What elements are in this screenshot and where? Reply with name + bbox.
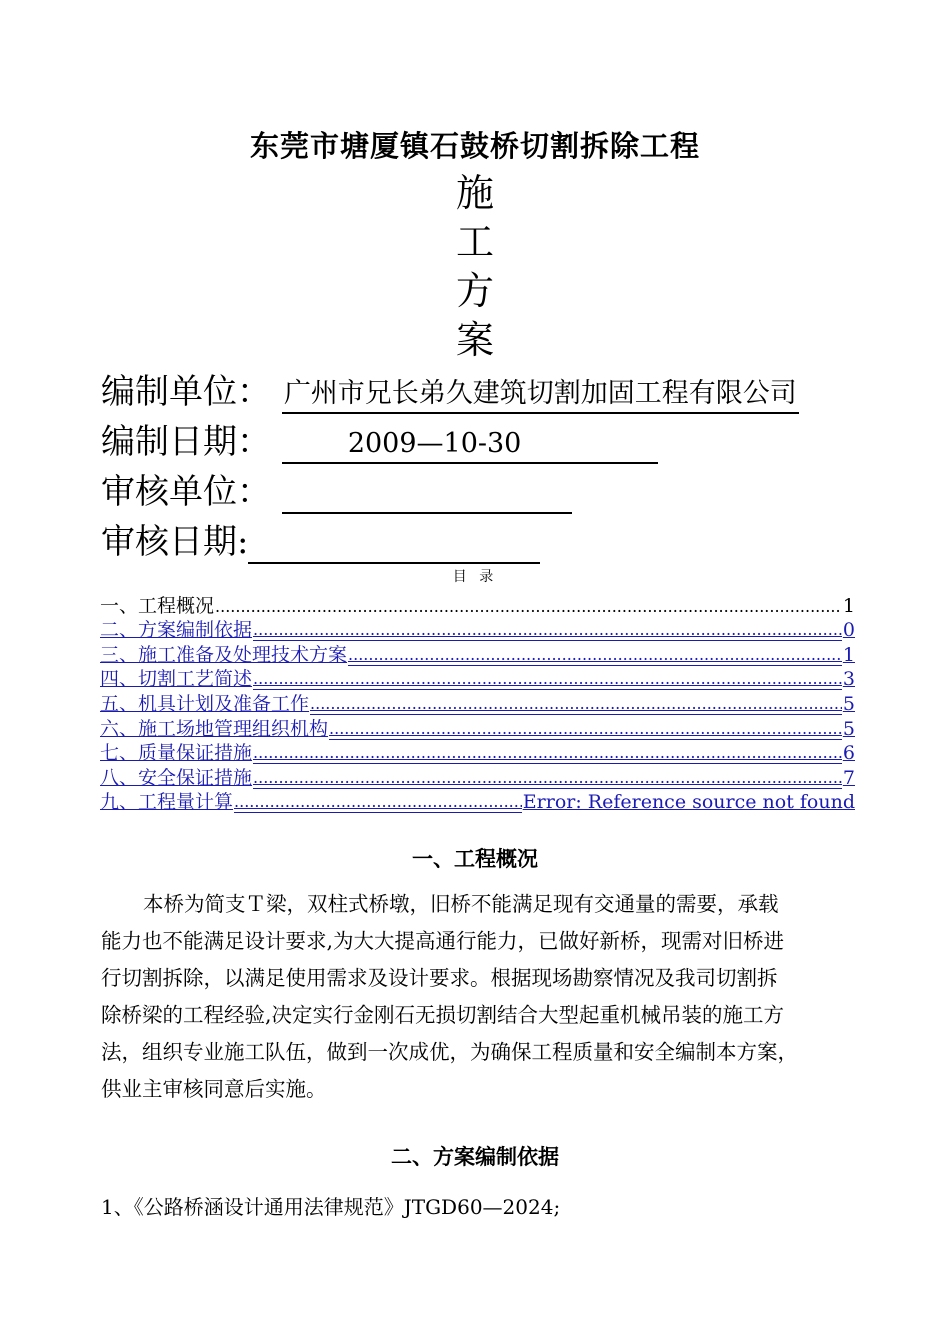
toc-item-page: 1 [842, 643, 855, 666]
field-label: 审核日期: [101, 522, 249, 562]
field-review-date [101, 520, 540, 564]
field-value-line [282, 512, 572, 514]
toc-item-label: 九、工程量计算 [100, 791, 234, 814]
paragraph-line: 除桥梁的工程经验,决定实行金刚石无损切割结合大型起重机械吊装的施工方 [101, 1003, 785, 1027]
field-label: 编制单位： [101, 372, 271, 412]
field-compiler-unit [101, 370, 799, 414]
toc-item-page: 7 [842, 766, 855, 789]
field-review-unit [101, 470, 572, 514]
field-compile-date [101, 420, 658, 464]
basis-list-item: 1、《公路桥涵设计通用法律规范》JTGD60—2024; [101, 1195, 561, 1219]
toc-item[interactable] [100, 690, 855, 715]
section-heading-overview: 一、工程概况 [412, 847, 538, 871]
toc-item-label: 四、切割工艺简述 [100, 668, 253, 691]
toc-item-page: 0 [842, 619, 855, 642]
toc-item[interactable] [100, 715, 855, 740]
toc-leader [253, 766, 842, 789]
field-label: 编制日期： [101, 422, 271, 462]
toc-item-label: 二、方案编制依据 [100, 619, 253, 642]
toc-item-page: 1 [842, 594, 855, 617]
subtitle-char-4: 案 [455, 318, 494, 362]
toc-item-label: 七、质量保证措施 [100, 742, 253, 765]
toc-item[interactable] [100, 592, 855, 617]
paragraph-line: 能力也不能满足设计要求,为大大提高通行能力，已做好新桥，现需对旧桥进 [101, 929, 785, 953]
subtitle-char-2: 工 [455, 220, 494, 264]
toc-heading: 目 录 [452, 569, 498, 585]
toc-item[interactable] [100, 764, 855, 789]
paragraph-line: 法，组织专业施工队伍，做到一次成优，为确保工程质量和安全编制本方案， [101, 1040, 798, 1064]
field-label: 审核单位： [101, 472, 271, 512]
subtitle-char-1: 施 [455, 171, 494, 215]
field-value: 2009—10-30 [347, 428, 522, 459]
section-heading-basis: 二、方案编制依据 [391, 1145, 559, 1169]
toc-item-page: 5 [842, 692, 855, 715]
field-value-line [282, 423, 658, 464]
toc-item-label: 五、机具计划及准备工作 [100, 692, 310, 715]
field-value-line [248, 562, 540, 564]
toc-item-page: 3 [842, 668, 855, 691]
toc-item-label: 六、施工场地管理组织机构 [100, 717, 329, 740]
toc-item[interactable] [100, 666, 855, 691]
toc-leader [234, 790, 522, 813]
toc-item[interactable] [100, 617, 855, 642]
field-value: 广州市兄长弟久建筑切割加固工程有限公司 [282, 376, 799, 414]
paragraph-line: 供业主审核同意后实施。 [101, 1077, 327, 1101]
table-of-contents [100, 592, 855, 813]
toc-leader [329, 717, 842, 740]
toc-item-page: 6 [842, 742, 855, 765]
toc-leader [348, 643, 842, 666]
toc-item[interactable] [100, 789, 855, 814]
toc-leader [253, 667, 842, 690]
paragraph-line: 本桥为简支Ｔ梁，双柱式桥墩，旧桥不能满足现有交通量的需要，承载 [143, 892, 779, 916]
toc-item-page: Error: Reference source not found [522, 791, 855, 814]
toc-leader [310, 692, 842, 715]
paragraph-line: 行切割拆除，以满足使用需求及设计要求。根据现场勘察情况及我司切割拆 [101, 966, 778, 990]
toc-leader [253, 741, 842, 764]
toc-leader [215, 595, 842, 617]
overview-paragraph [101, 886, 861, 1108]
toc-item-label: 一、工程概况 [100, 594, 215, 617]
toc-item[interactable] [100, 641, 855, 666]
toc-leader [253, 618, 842, 641]
document-title: 东莞市塘厦镇石鼓桥切割拆除工程 [249, 129, 700, 163]
toc-item-label: 八、安全保证措施 [100, 766, 253, 789]
toc-item[interactable] [100, 740, 855, 765]
toc-item-page: 5 [842, 717, 855, 740]
toc-item-label: 三、施工准备及处理技术方案 [100, 643, 348, 666]
subtitle-char-3: 方 [455, 269, 494, 313]
